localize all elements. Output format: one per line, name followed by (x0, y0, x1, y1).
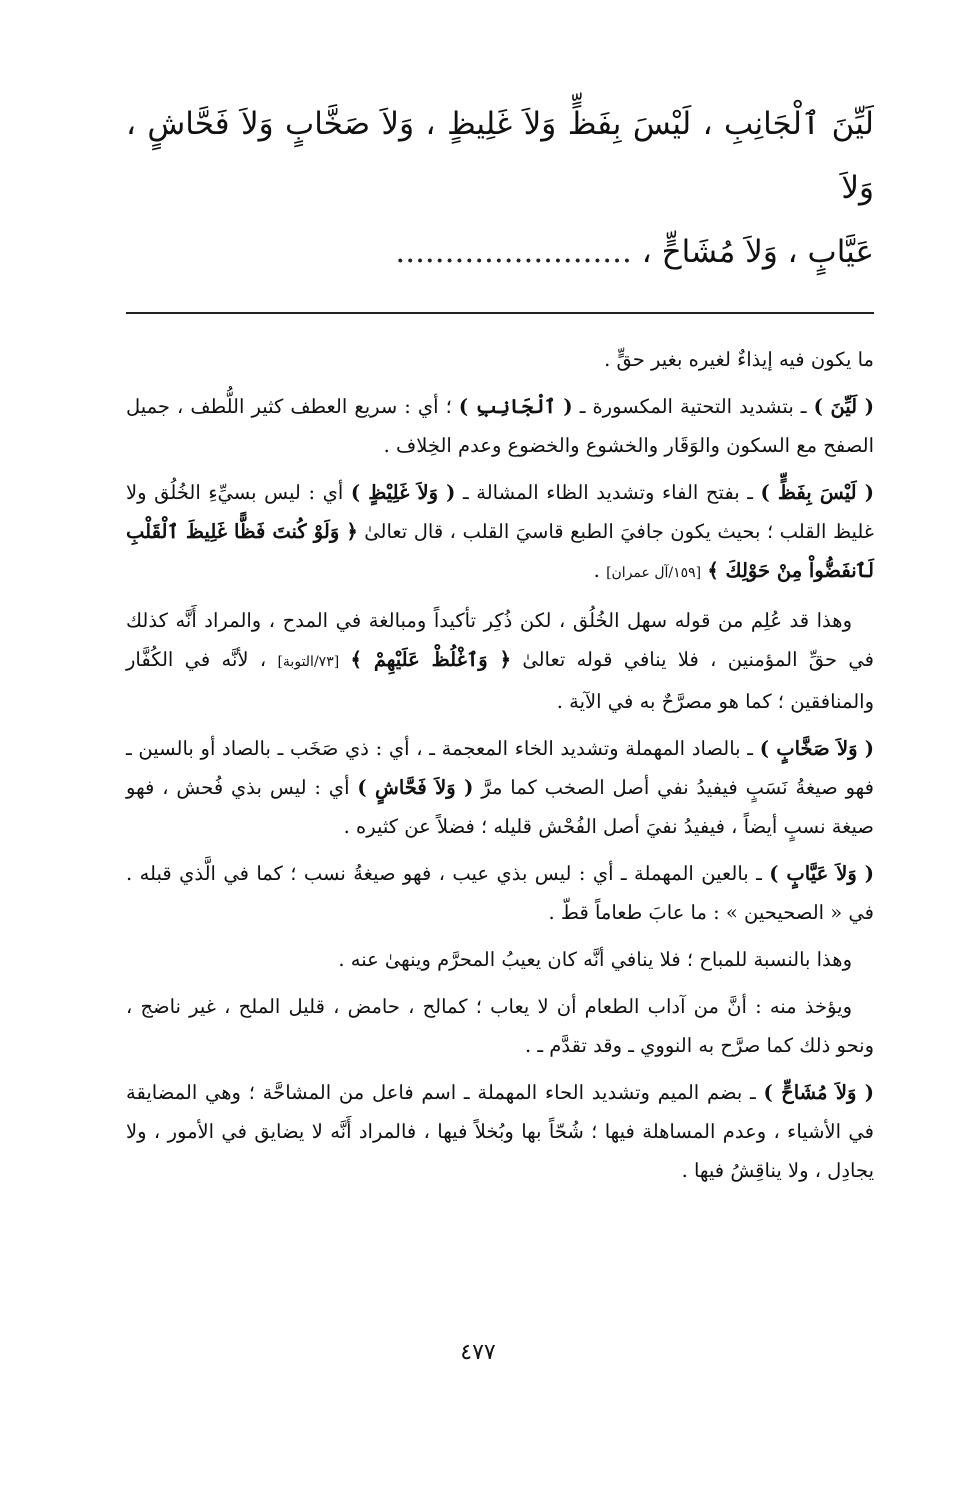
commentary-paragraph-6 (126, 854, 874, 932)
main-text-line-2 (126, 220, 874, 284)
paragraph-text: أي : ليس بسيِّءِ الخُلُق ولا غليظ القلب ؛ بحيث يكون جافيَ الطبع قاسيَ القلب ، قال تعالىٰ (126, 481, 875, 543)
term-wala-ayyab: ( وَلاَ عَيَّابٍ ) (769, 862, 874, 885)
commentary-paragraph-7 (126, 940, 874, 979)
paragraph-text: ـ بضم الميم وتشديد الحاء المهملة ـ اسم فاعل من المشاحَّة ؛ وهي المضايقة في الأشياء ، وعدم المساهلة فيها ؛ شُحّاً بها وبُخلاً فيها ، فالمراد أَنَّه لا يضايق في الأمور ، ولا يجادِل ، ولا يناقِشُ فيها . (126, 1081, 874, 1182)
paragraph-text: وهذا قد عُلِم من قوله سهل الخُلُق ، لكن ذُكِر تأكيداً ومبالغة في المدح ، والمراد أَنَّه كذلك في حقِّ المؤمنين ، فلا ينافي قوله تعالىٰ (126, 609, 874, 671)
commentary-paragraph-9 (126, 1073, 874, 1190)
commentary-block (126, 340, 874, 1190)
commentary-paragraph-5 (126, 729, 874, 846)
separator-rule (126, 312, 874, 314)
paragraph-text: ما يكون فيه إيذاءٌ لغيره بغير حقٍّ . (604, 348, 874, 371)
commentary-paragraph-1 (126, 340, 874, 379)
term-laysa-bifazz: ( لَيْسَ بِفَظٍّ ) (760, 481, 874, 504)
paragraph-text: ـ بفتح الفاء وتشديد الظاء المشالة ـ (455, 481, 761, 504)
main-text-block (126, 92, 874, 284)
term-aljanib: ( ٱلْجَانِبِ ) (458, 395, 573, 418)
verse-reference: [١٥٩/آل عمران] (606, 565, 702, 581)
term-wala-fahhash: ( وَلاَ فَحَّاشٍ ) (357, 776, 474, 799)
main-text-line-2-words: عَيَّابٍ ، وَلاَ مُشَاحٍّ ، (641, 234, 874, 270)
term-wala-ghaliz: ( وَلاَ غَلِيْظٍ ) (350, 481, 456, 504)
paragraph-text: . (593, 559, 607, 582)
commentary-paragraph-2 (126, 387, 874, 465)
commentary-paragraph-8 (126, 987, 874, 1065)
commentary-paragraph-4 (126, 601, 874, 721)
paragraph-text: ؛ أي : سريع العطف كثير اللُّطف ، جميل الصفح مع السكون والوَقَار والخشوع والخضوع وعدم الخِلاف . (126, 395, 874, 457)
ellipsis-dots: ........................ (395, 234, 632, 270)
paragraph-text: ، لأنَّه في الكُفَّار والمنافقين ؛ كما هو مصرَّحٌ به في الآية . (126, 648, 874, 713)
quran-verse: ﴿ وَٱغْلُظْ عَلَيْهِمْ ﴾ (350, 648, 512, 671)
page-number: ٤٧٧ (460, 1340, 496, 1365)
term-layyin: ( لَيِّنَ ) (813, 395, 874, 418)
commentary-paragraph-3 (126, 473, 874, 593)
paragraph-text: ـ بالصاد المهملة وتشديد الخاء المعجمة ـ ، أي : ذي صَخَب ـ بالصاد أو بالسين ـ فهو صيغةُ نَسَبٍ فيفيدُ نفي أصل الصخب كما مرَّ (126, 737, 874, 799)
paragraph-text: أي : ليس بذي فُحش ، فهو صيغة نسبٍ أيضاً ، فيفيدُ نفيَ أصل الفُحْش قليله ؛ فضلاً عن كثيره . (126, 776, 874, 838)
paragraph-text: ـ بتشديد التحتية المكسورة ـ (572, 395, 814, 418)
verse-reference: [٧٣/التوبة] (277, 654, 340, 670)
paragraph-text: وهذا بالنسبة للمباح ؛ فلا ينافي أنَّه كان يعيبُ المحرَّم وينهىٰ عنه . (338, 948, 852, 971)
term-wala-sakhkhab: ( وَلاَ صَخَّابٍ ) (759, 737, 874, 760)
quran-verse: ﴿ وَلَوْ كُنتَ فَظًّا غَلِيظَ ٱلْقَلْبِ لَٱنفَضُّواْ مِنْ حَوْلِكَ ﴾ (126, 520, 874, 582)
paragraph-text: ويؤخذ منه : أنَّ من آداب الطعام أن لا يعاب ؛ كمالح ، حامض ، قليل الملح ، غير ناضج ، ونحو ذلك كما صرَّح به النووي ـ وقد تقدَّم ـ . (126, 995, 874, 1057)
paragraph-text: ـ بالعين المهملة ـ أي : ليس بذي عيب ، فهو صيغةُ نسب ؛ كما في الَّذي قبله . في « الصحيحين » : ما عابَ طعاماً قطّ . (126, 862, 874, 924)
main-text-line-1: لَيِّنَ ٱلْجَانِبِ ، لَيْسَ بِفَظٍّ وَلاَ غَلِيظٍ ، وَلاَ صَخَّابٍ وَلاَ فَحَّاشٍ ، وَلاَ (126, 106, 874, 206)
page-body (126, 92, 874, 1198)
term-wala-mushah: ( وَلاَ مُشَاحٍّ ) (763, 1081, 874, 1104)
